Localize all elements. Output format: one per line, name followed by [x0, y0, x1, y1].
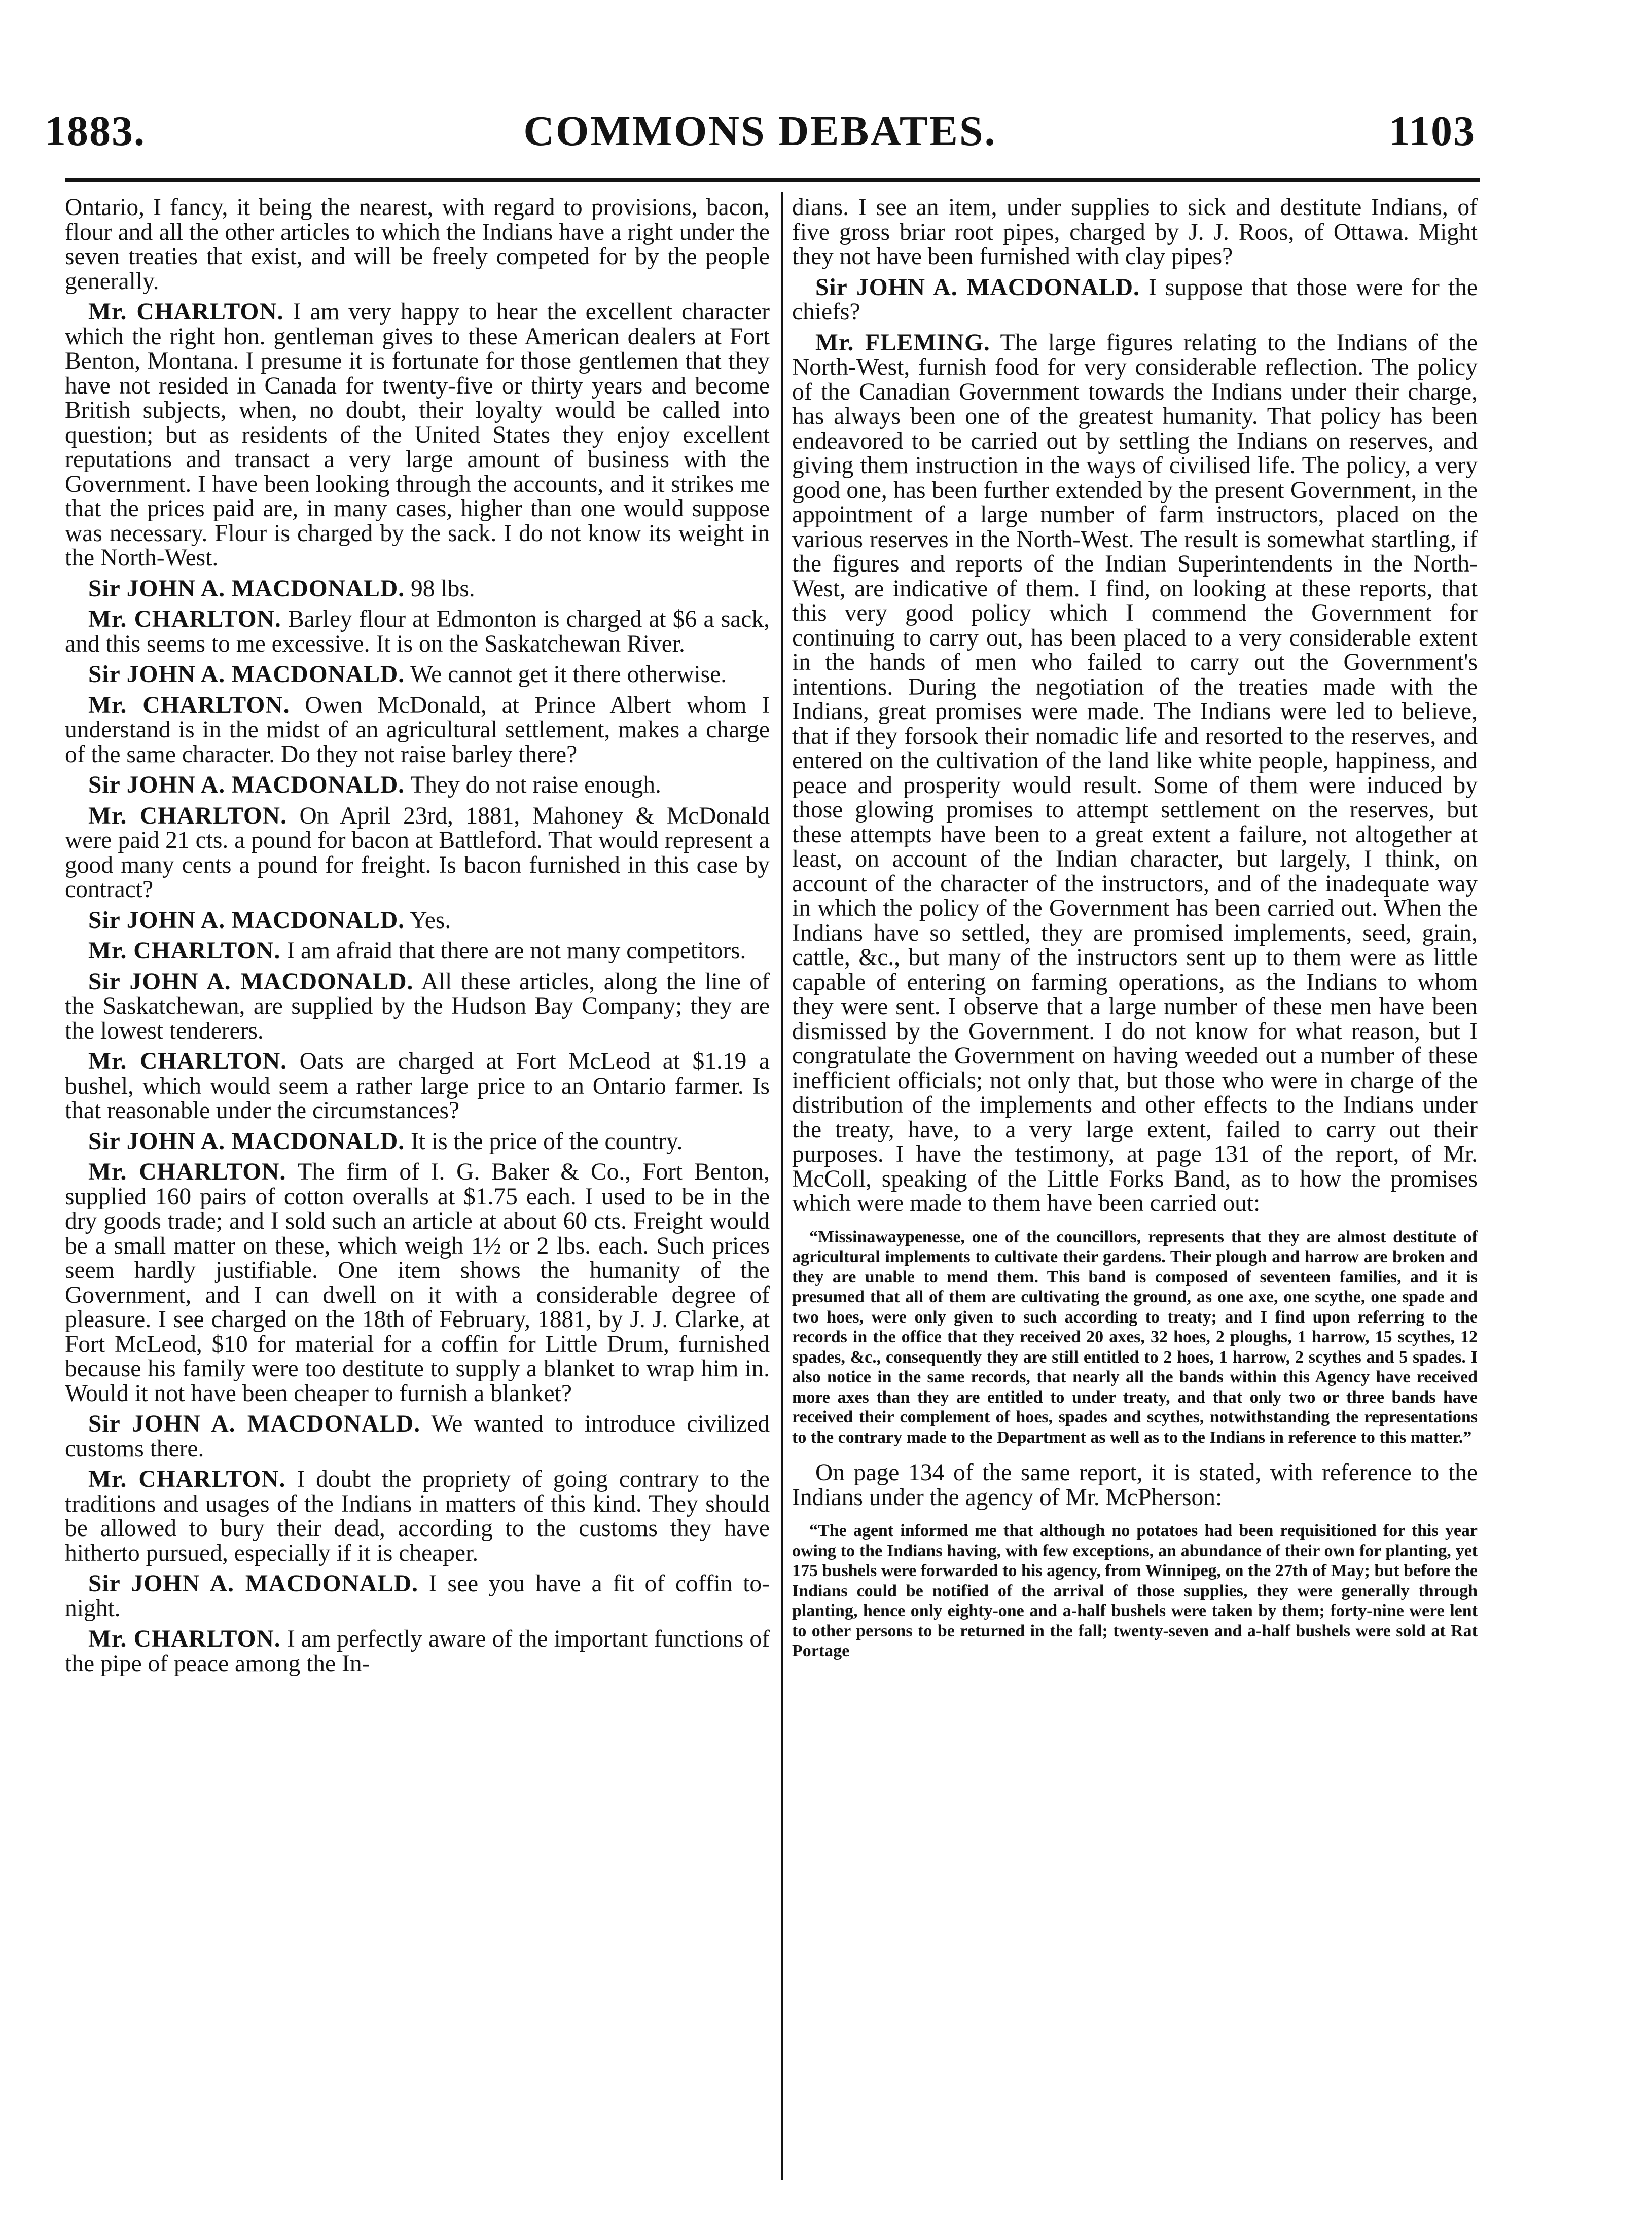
paragraph-text: I am afraid that there are not many competitors. — [286, 938, 746, 964]
paragraph — [65, 804, 770, 902]
header-page-number: 1103 — [1388, 108, 1476, 155]
paragraph-text: All these articles, along the line of the Saskatchewan, are supplied by the Hudson Bay Company; they are the lowest tenderers. — [65, 968, 770, 1044]
speaker-name: Sir JOHN A. MACDONALD. — [88, 968, 414, 995]
paragraph-text: We cannot get it there otherwise. — [410, 661, 727, 688]
paragraph-text: I am very happy to hear the excellent character which the right hon. gentleman gives to these American dealers at Fort Benton, Montana. I presume it is fortunate for those gentlemen that they have not resided in Canada for twenty-five or thirty years and become British subjects, when, no doubt, their loyalty would be called into question; but as residents of the United States they enjoy excellent reputations and transact a very large amount of business with the Government. I have been looking through the accounts, and it strikes me that the prices paid are, in many cases, higher than one would suppose was necessary. Flour is charged by the sack. I do not know its weight in the North-West. — [65, 299, 770, 571]
block-quote — [792, 1227, 1478, 1448]
paragraph — [65, 1572, 770, 1621]
paragraph-text: Owen McDonald, at Prince Albert whom I understand is in the midst of an agricultural settlement, makes a charge of the same character. Do they not raise barley there? — [65, 692, 770, 768]
left-column — [65, 195, 770, 1682]
paragraph — [65, 773, 770, 798]
speaker-name: Sir JOHN A. MACDONALD. — [88, 1128, 405, 1155]
paragraph-text: Oats are charged at Fort McLeod at $1.19 a bushel, which would seem a rather large price to an Ontario farmer. Is that reasonable under the circumstances? — [65, 1048, 770, 1124]
paragraph-text: The firm of I. G. Baker & Co., Fort Benton, supplied 160 pairs of cotton overalls at $1.75 each. I used to be in the dry goods trade; and I sold such an article at about 60 cts. Freight would be a small matter on these, which weigh 1½ or 2 lbs. each. Such prices seem hardly justifiable. One item shows the humanity of the Government, and I can dwell on it with a considerable degree of pleasure. I see charged on the 18th of February, 1881, by J. J. Clarke, at Fort McLeod, $10 for material for a coffin for Little Drum, furnished because his family were too destitute to supply a blanket to wrap him in. Would it not have been cheaper to furnish a blanket? — [65, 1159, 770, 1407]
speaker-name: Sir JOHN A. MACDONALD. — [88, 1411, 420, 1437]
paragraph-text: I suppose that those were for the chiefs? — [792, 274, 1478, 325]
speaker-name: Mr. CHARLTON. — [88, 1048, 288, 1075]
speaker-name: Mr. CHARLTON. — [88, 1626, 281, 1652]
paragraph-text: Yes. — [410, 907, 451, 934]
paragraph-text: The large figures relating to the Indians of the North-West, furnish food for very considerable reflection. The policy of the Canadian Government towards the Indians under their charge, has always been one of the greatest humanity. That policy has been endeavored to be carried out by settling the Indians on reserves, and giving them instruction in the ways of civilised life. The policy, a very good one, has been further extended by the present Government, in the appointment of a large number of farm instructors, placed on the various reserves in the North-West. The result is somewhat startling, if the figures and reports of the Indian Superintendents in the North-West, are indicative of them. I find, on looking at these reports, that this very good policy which I commend the Government for continuing to carry out, has been placed to a very considerable extent in the hands of men who failed to carry out the Government's intentions. During the negotiation of the treaties made with the Indians, great promises were made. The Indians were led to believe, that if they forsook their nomadic life and resorted to the reserves, and entered on the cultivation of the land like white people, happiness, and peace and prosperity would result. Some of them were induced by those glowing promises to attempt settlement on the reserves, but these attempts have been to a great extent a failure, not altogether at least, on account of the Indian character, but largely, I think, on account of the character of the instructors, and of the inadequate way in which the policy of the Government has been carried out. When the Indians have so settled, they are promised implements, seed, grain, cattle, &c., but many of the instructors sent up to them were as little capable of entering on farming operations, as the Indians to whom they were sent. I observe that a large number of these men have been dismissed by the Government. I do not know for what reason, but I congratulate the Government on having weeded out a number of these inefficient officials; not only that, but those who were in charge of the distribution of the implements and other effects to the Indians under the treaty, have, to a very large extent, failed to carry out their purposes. I have the testimony, at page 131 of the report, of Mr. McColl, speaking of the Little Forks Band, as to how the promises which were made to them have been carried out: — [792, 329, 1478, 1217]
speaker-name: Mr. CHARLTON. — [88, 938, 281, 964]
paragraph-text: I am perfectly aware of the important functions of the pipe of peace among the In- — [65, 1626, 770, 1677]
speaker-name: Mr. CHARLTON. — [88, 1159, 286, 1185]
paragraph-text: dians. I see an item, under supplies to sick and destitute Indians, of five gross briar root pipes, charged by J. J. Roos, of Ottawa. Might they not have been furnished with clay pipes? — [792, 194, 1478, 270]
paragraph-text: On April 23rd, 1881, Mahoney & McDonald were paid 21 cts. a pound for bacon at Battleford. That would represent a good many cents a pound for freight. Is bacon furnished in this case by contract? — [65, 802, 770, 903]
speaker-name: Mr. CHARLTON. — [88, 1466, 286, 1492]
speaker-name: Sir JOHN A. MACDONALD. — [88, 1570, 418, 1597]
paragraph — [65, 300, 770, 570]
paragraph-text: I doubt the propriety of going contrary to the traditions and usages of the Indians in matters of this kind. They should be allowed to bury their dead, according to the customs they have hitherto pursued, especially if it is cheaper. — [65, 1466, 770, 1566]
paragraph — [65, 577, 770, 601]
right-column — [792, 195, 1478, 1674]
speaker-name: Sir JOHN A. MACDONALD. — [88, 907, 405, 934]
paragraph-text: Barley flour at Edmonton is charged at $6 a sack, and this seems to me excessive. It is on the Saskatchewan River. — [65, 606, 770, 657]
header-year: 1883. — [45, 108, 146, 155]
paragraph — [792, 195, 1478, 269]
paragraph — [65, 693, 770, 767]
paragraph — [65, 1160, 770, 1406]
column-divider — [781, 192, 783, 2180]
quote-text: “Missinawaypenesse, one of the councillors, represents that they are almost destitute of agricultural implements to cultivate their gardens. Their plough and harrow are broken and they are unable to mend them. This band is composed of seventeen families, and it is presumed that all of them are cultivating the ground, as one axe, one scythe, one spade and two hoes, were only given to such according to treaty; and I find upon referring to the records in the office that they received 20 axes, 32 hoes, 2 ploughs, 1 harrow, 15 scythes, 12 spades, &c., consequently they are still entitled to 2 hoes, 1 harrow, 2 scythes and 5 spades. I also notice in the same records, that nearly all the bands within this Agency have received more axes than they are entitled to under treaty, and that only two or three bands have received their complement of hoes, spades and scythes, notwithstanding the representations to the contrary made to the Department as well as to the Indians in reference to this matter.” — [792, 1227, 1478, 1447]
speaker-name: Sir JOHN A. MACDONALD. — [88, 772, 405, 798]
paragraph — [65, 195, 770, 294]
speaker-name: Mr. CHARLTON. — [88, 692, 290, 719]
paragraph-text: Ontario, I fancy, it being the nearest, with regard to provisions, bacon, flour and all the other articles to which the Indians have a right under the seven treaties that exist, and will be freely competed for by the people generally. — [65, 194, 770, 295]
speaker-name: Mr. CHARLTON. — [88, 299, 284, 325]
page-header — [45, 106, 1476, 167]
speaker-name: Sir JOHN A. MACDONALD. — [88, 661, 405, 688]
speaker-name: Mr. FLEMING. — [815, 329, 990, 356]
paragraph — [65, 1467, 770, 1565]
paragraph — [65, 1049, 770, 1123]
header-rule — [65, 178, 1480, 182]
paragraph — [792, 1460, 1478, 1510]
paragraph — [65, 1129, 770, 1154]
header-title: COMMONS DEBATES. — [523, 108, 997, 155]
paragraph — [65, 1627, 770, 1676]
paragraph-text: They do not raise enough. — [410, 772, 661, 798]
paragraph-text: I see you have a fit of coffin to-night. — [65, 1570, 770, 1622]
paragraph-text: 98 lbs. — [411, 575, 475, 602]
paragraph-text: On page 134 of the same report, it is stated, with reference to the Indians under the agency of Mr. McPherson: — [792, 1459, 1478, 1511]
block-quote — [792, 1521, 1478, 1661]
paragraph — [65, 1412, 770, 1461]
paragraph — [65, 908, 770, 933]
paragraph — [65, 662, 770, 687]
paragraph — [65, 970, 770, 1044]
speaker-name: Mr. CHARLTON. — [88, 606, 281, 632]
paragraph — [792, 331, 1478, 1216]
paragraph — [65, 607, 770, 656]
speaker-name: Sir JOHN A. MACDONALD. — [815, 274, 1140, 301]
speaker-name: Sir JOHN A. MACDONALD. — [88, 575, 405, 602]
speaker-name: Mr. CHARLTON. — [88, 802, 287, 829]
quote-text: “The agent informed me that although no potatoes had been requisitioned for this year owing to the Indians having, with few exceptions, an abundance of their own for planting, yet 175 bushels were forwarded to his agency, from Winnipeg, on the 27th of May; but before the Indians could be notified of the arrival of those supplies, they were generally through planting, hence only eighty-one and a-half bushels were taken by them; forty-nine were lent to other persons to be returned in the fall; twenty-seven and a-half bushels were sold at Rat Portage — [792, 1521, 1478, 1660]
paragraph-text: It is the price of the country. — [411, 1128, 683, 1155]
paragraph — [792, 275, 1478, 325]
paragraph — [65, 939, 770, 963]
paragraph-text: We wanted to introduce civilized customs there. — [65, 1411, 770, 1462]
